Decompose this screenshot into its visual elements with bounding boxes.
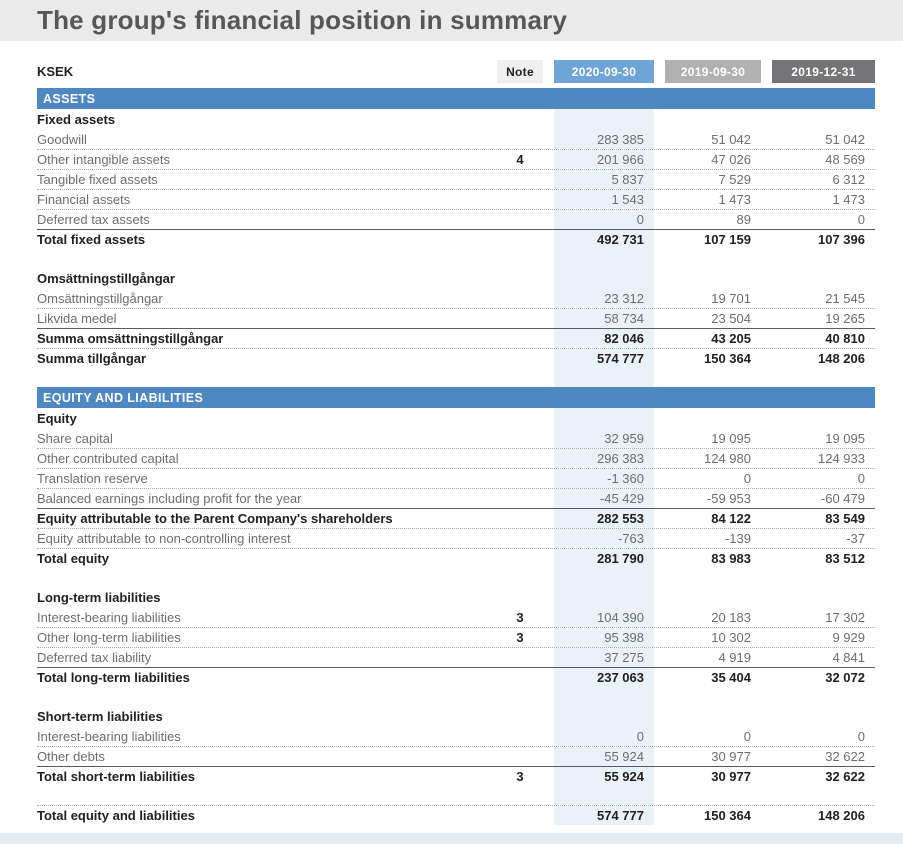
value-cell: [554, 268, 654, 288]
table-row: [37, 726, 875, 746]
value-cell: 1 543: [554, 190, 654, 209]
value-cell: 104 390: [554, 607, 654, 627]
table-row: [37, 428, 875, 448]
value-cell: 124 980: [704, 451, 751, 466]
value-cell: 201 966: [554, 150, 654, 169]
value-cell: 83 549: [825, 511, 865, 526]
row-label: Total fixed assets: [37, 232, 146, 247]
table-row: [37, 805, 875, 825]
table-row: [37, 268, 875, 288]
value-cell: 237 063: [554, 668, 654, 687]
note-cell: [497, 489, 543, 508]
value-cell: [772, 587, 875, 607]
row-label: Total short-term liabilities: [37, 769, 195, 784]
value-cell: 4 919: [718, 650, 751, 665]
table-row: [37, 109, 875, 129]
block-spacer: [37, 786, 875, 805]
value-cell: -45 429: [554, 489, 654, 508]
value-cell: [665, 706, 761, 726]
value-cell: [772, 109, 875, 129]
value-cell: 47 026: [711, 152, 751, 167]
note-cell: [497, 726, 543, 746]
row-label: Summa tillgångar: [37, 351, 147, 366]
value-cell: [665, 587, 761, 607]
value-cell: 37 275: [554, 648, 654, 667]
value-cell: 7 529: [718, 172, 751, 187]
table-row: [37, 587, 875, 607]
value-cell: 32 072: [825, 670, 865, 685]
value-cell: [665, 408, 761, 428]
table-row: [37, 209, 875, 229]
table-row: [37, 508, 875, 528]
note-cell: [497, 529, 543, 548]
note-cell: [497, 129, 543, 149]
value-cell: 0: [857, 728, 865, 744]
section-banner-equity-and-liabilities: EQUITY AND LIABILITIES: [37, 387, 875, 408]
row-label: Total equity and liabilities: [37, 808, 195, 823]
value-cell: [554, 109, 654, 129]
value-cell: 19 095: [825, 430, 865, 446]
note-cell: 4: [516, 152, 524, 167]
value-cell: 0: [554, 726, 654, 746]
value-cell: 9 929: [832, 630, 865, 645]
row-label: Translation reserve: [37, 471, 148, 486]
value-cell: 282 553: [554, 509, 654, 528]
value-cell: [665, 109, 761, 129]
row-label: Short-term liabilities: [37, 708, 163, 724]
value-cell: 30 977: [711, 749, 751, 764]
value-cell: 89: [736, 212, 751, 227]
value-cell: -763: [554, 529, 654, 548]
row-label: Likvida medel: [37, 311, 117, 326]
value-cell: 23 504: [711, 311, 751, 326]
note-cell: [497, 509, 543, 528]
block-spacer: [37, 249, 875, 268]
value-cell: 148 206: [818, 808, 865, 823]
note-cell: [497, 747, 543, 766]
value-cell: 150 364: [704, 351, 751, 366]
value-cell: 0: [857, 212, 865, 227]
note-cell: [497, 469, 543, 488]
value-cell: -37: [846, 531, 865, 546]
note-cell: [497, 170, 543, 189]
table-row: [37, 746, 875, 766]
value-cell: 84 122: [711, 511, 751, 526]
value-cell: 32 622: [825, 749, 865, 764]
note-cell: [497, 329, 543, 348]
value-cell: 19 265: [825, 311, 865, 326]
block-spacer: [37, 687, 875, 706]
value-cell: 150 364: [704, 808, 751, 823]
value-cell: 35 404: [711, 670, 751, 685]
table-row: [37, 288, 875, 308]
table-row: [37, 706, 875, 726]
table-row: [37, 766, 875, 786]
table-row: [37, 488, 875, 508]
note-cell: [497, 549, 543, 568]
value-cell: 0: [857, 471, 865, 486]
note-cell: [497, 230, 543, 249]
unit-label: KSEK: [37, 64, 74, 79]
value-cell: 148 206: [818, 351, 865, 366]
value-cell: 0: [554, 210, 654, 229]
note-cell: [497, 587, 543, 607]
column-header-2020-09-30: 2020-09-30: [554, 60, 654, 83]
value-cell: 19 095: [711, 430, 751, 446]
value-cell: 296 383: [554, 449, 654, 468]
value-cell: [772, 706, 875, 726]
value-cell: 51 042: [825, 131, 865, 147]
row-label: Deferred tax liability: [37, 650, 152, 665]
value-cell: 43 205: [711, 331, 751, 346]
table-row: [37, 607, 875, 627]
row-label: Fixed assets: [37, 111, 116, 127]
note-cell: [497, 449, 543, 468]
table-row: [37, 308, 875, 328]
row-label: Equity attributable to the Parent Company's shareholders: [37, 511, 393, 526]
title-band: [0, 0, 903, 41]
note-cell: [497, 428, 543, 448]
note-cell: 3: [516, 769, 524, 784]
row-label: Equity attributable to non-controlling interest: [37, 531, 291, 546]
column-header-2019-09-30: 2019-09-30: [665, 60, 761, 83]
value-cell: 6 312: [832, 172, 865, 187]
row-label: Interest-bearing liabilities: [37, 728, 181, 744]
value-cell: 48 569: [825, 152, 865, 167]
value-cell: 58 734: [554, 309, 654, 328]
value-cell: 30 977: [711, 769, 751, 784]
table-row: [37, 647, 875, 667]
value-cell: 17 302: [825, 609, 865, 625]
value-cell: 283 385: [554, 129, 654, 149]
note-cell: [497, 210, 543, 229]
table-row: [37, 468, 875, 488]
value-cell: 574 777: [554, 806, 654, 825]
value-cell: 55 924: [554, 747, 654, 766]
value-cell: -1 360: [554, 469, 654, 488]
value-cell: 1 473: [718, 192, 751, 207]
value-cell: 32 959: [554, 428, 654, 448]
value-cell: -60 479: [820, 491, 865, 506]
row-label: Deferred tax assets: [37, 212, 150, 227]
block-spacer: [37, 368, 875, 387]
value-cell: [772, 408, 875, 428]
value-cell: 83 512: [825, 551, 865, 566]
value-cell: [554, 408, 654, 428]
row-label: Equity: [37, 410, 77, 426]
value-cell: 107 396: [818, 232, 865, 247]
note-cell: [497, 668, 543, 687]
value-cell: 107 159: [704, 232, 751, 247]
table-row: [37, 189, 875, 209]
value-cell: 492 731: [554, 230, 654, 249]
note-cell: 3: [516, 609, 524, 625]
value-cell: [554, 587, 654, 607]
row-label: Tangible fixed assets: [37, 172, 158, 187]
note-cell: [497, 109, 543, 129]
value-cell: 20 183: [711, 609, 751, 625]
row-label: Total long-term liabilities: [37, 670, 190, 685]
row-label: Other long-term liabilities: [37, 630, 181, 645]
financial-table: [0, 60, 903, 825]
table-row: [37, 548, 875, 568]
value-cell: 281 790: [554, 549, 654, 568]
table-row: [37, 149, 875, 169]
block-spacer: [37, 568, 875, 587]
note-cell: [497, 648, 543, 667]
value-cell: 83 983: [711, 551, 751, 566]
value-cell: 19 701: [711, 290, 751, 306]
value-cell: 21 545: [825, 290, 865, 306]
row-label: Total equity: [37, 551, 109, 566]
value-cell: 82 046: [554, 329, 654, 348]
column-header-note: Note: [497, 60, 543, 83]
table-row: [37, 229, 875, 249]
table-row: [37, 627, 875, 647]
table-row: [37, 667, 875, 687]
table-row: [37, 528, 875, 548]
page-title: The group's financial position in summary: [37, 5, 568, 35]
value-cell: 51 042: [711, 131, 751, 147]
note-cell: [497, 806, 543, 825]
value-cell: [665, 268, 761, 288]
note-cell: [497, 349, 543, 368]
column-header-2019-12-31: 2019-12-31: [772, 60, 875, 83]
value-cell: [772, 268, 875, 288]
value-cell: 95 398: [554, 628, 654, 647]
note-cell: [497, 706, 543, 726]
note-cell: [497, 408, 543, 428]
note-cell: 3: [516, 630, 524, 645]
value-cell: 124 933: [818, 451, 865, 466]
row-label: Share capital: [37, 430, 113, 446]
row-label: Goodwill: [37, 131, 87, 147]
value-cell: 0: [743, 471, 751, 486]
value-cell: [554, 706, 654, 726]
note-cell: [497, 288, 543, 308]
row-label: Other intangible assets: [37, 152, 170, 167]
row-label: Long-term liabilities: [37, 589, 161, 605]
row-label: Balanced earnings including profit for the year: [37, 491, 302, 506]
row-label: Other contributed capital: [37, 451, 179, 466]
table-body: [37, 88, 875, 825]
value-cell: 574 777: [554, 349, 654, 368]
value-cell: 5 837: [554, 170, 654, 189]
section-banner-assets: ASSETS: [37, 88, 875, 109]
table-row: [37, 169, 875, 189]
value-cell: 4 841: [832, 650, 865, 665]
value-cell: 32 622: [825, 769, 865, 784]
value-cell: 1 473: [832, 192, 865, 207]
value-cell: 23 312: [554, 288, 654, 308]
table-row: [37, 328, 875, 348]
value-cell: 40 810: [825, 331, 865, 346]
note-cell: [497, 190, 543, 209]
value-cell: -139: [724, 531, 751, 546]
table-row: [37, 129, 875, 149]
table-row: [37, 448, 875, 468]
table-row: [37, 348, 875, 368]
row-label: Omsättningstillgångar: [37, 270, 175, 286]
note-cell: [497, 309, 543, 328]
row-label: Summa omsättningstillgångar: [37, 331, 224, 346]
value-cell: -59 953: [706, 491, 751, 506]
row-label: Omsättningstillgångar: [37, 290, 163, 306]
row-label: Interest-bearing liabilities: [37, 609, 181, 625]
value-cell: 10 302: [711, 630, 751, 645]
row-label: Financial assets: [37, 192, 131, 207]
row-label: Other debts: [37, 749, 105, 764]
value-cell: 0: [743, 728, 751, 744]
table-row: [37, 408, 875, 428]
note-cell: [497, 268, 543, 288]
column-header-row: [37, 60, 875, 83]
value-cell: 55 924: [554, 767, 654, 786]
bottom-band: [0, 833, 903, 844]
